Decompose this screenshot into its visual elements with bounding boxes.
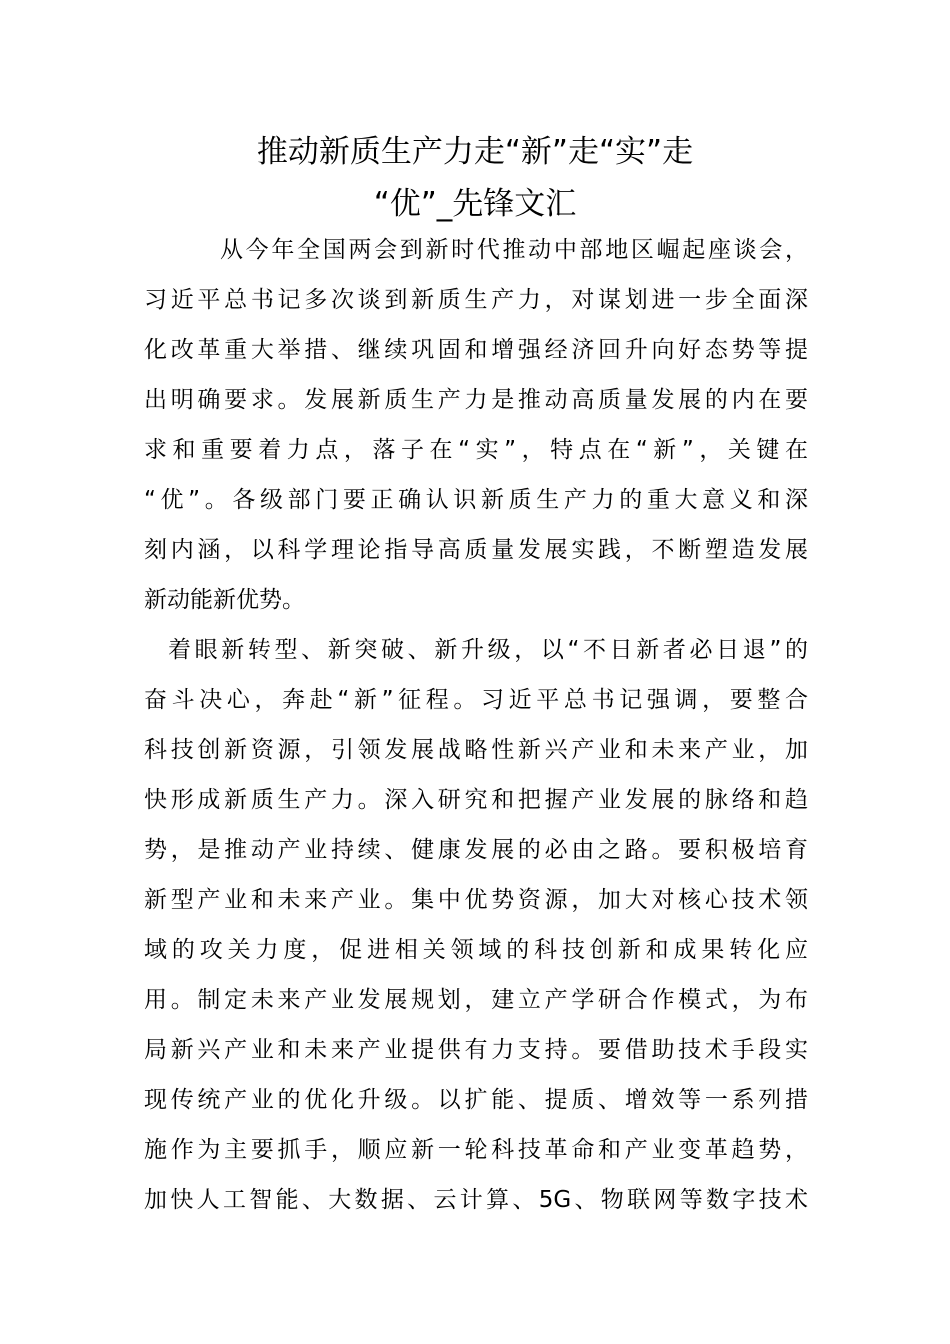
paragraph-2-line-4: 快形成新质生产力。深入研究和把握产业发展的脉络和趋 [144,787,808,813]
paragraph-1-line-8: 新动能新优势。 [144,587,305,613]
paragraph-1-line-5: 求和重要着力点，落子在“实”，特点在“新”，关键在 [144,437,808,463]
paragraph-1-line-6: “优”。各级部门要正确认识新质生产力的重大意义和深 [144,487,808,513]
paragraph-1-line-3: 化改革重大举措、继续巩固和增强经济回升向好态势等提 [144,337,808,363]
paragraph-2-line-6: 新型产业和未来产业。集中优势资源，加大对核心技术领 [144,887,808,913]
paragraph-2-line-11: 施作为主要抓手，顺应新一轮科技革命和产业变革趋势， [144,1137,808,1163]
document-title-line-1: 推动新质生产力走“新”走“实”走 [256,134,694,170]
paragraph-2-line-5: 势，是推动产业持续、健康发展的必由之路。要积极培育 [144,837,808,863]
paragraph-2-line-10: 现传统产业的优化升级。以扩能、提质、增效等一系列措 [144,1087,808,1113]
paragraph-1-line-1: 从今年全国两会到新时代推动中部地区崛起座谈会， [220,237,808,263]
document-title-line-2: “优”_先锋文汇 [373,186,577,222]
paragraph-2-line-3: 科技创新资源，引领发展战略性新兴产业和未来产业，加 [144,737,808,763]
paragraph-1-line-4: 出明确要求。发展新质生产力是推动高质量发展的内在要 [144,387,808,413]
paragraph-2-line-2: 奋斗决心，奔赴“新”征程。习近平总书记强调，要整合 [144,687,808,713]
paragraph-2-line-9: 局新兴产业和未来产业提供有力支持。要借助技术手段实 [144,1037,808,1063]
paragraph-2-line-1: 着眼新转型、新突破、新升级，以“不日新者必日退”的 [168,637,808,663]
paragraph-2-line-7: 域的攻关力度，促进相关领域的科技创新和成果转化应 [144,937,808,963]
paragraph-2-line-12: 加快人工智能、大数据、云计算、5G、物联网等数字技术 [144,1187,808,1213]
paragraph-2-line-8: 用。制定未来产业发展规划，建立产学研合作模式，为布 [144,987,808,1013]
paragraph-1-line-2: 习近平总书记多次谈到新质生产力，对谋划进一步全面深 [144,287,808,313]
paragraph-1-line-7: 刻内涵，以科学理论指导高质量发展实践，不断塑造发展 [144,537,808,563]
